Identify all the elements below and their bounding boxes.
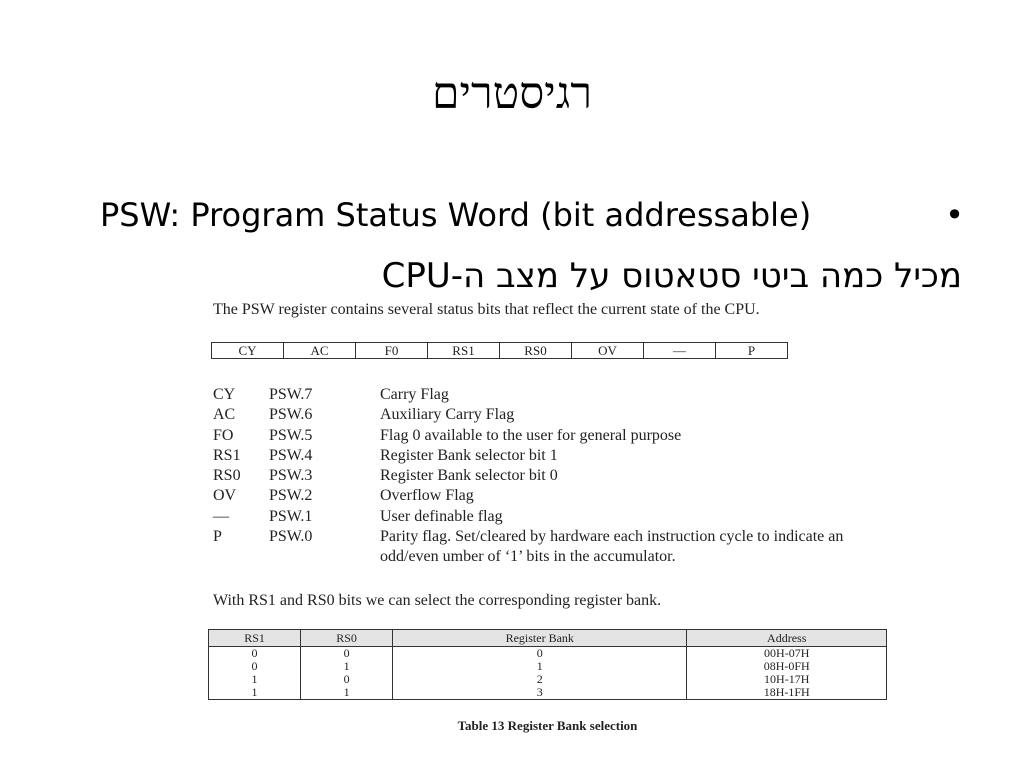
column-header: Address — [687, 630, 887, 647]
table-cell: 08H-0FH — [687, 660, 887, 673]
flag-bit: PSW.6 — [269, 406, 313, 424]
flag-desc: Auxiliary Carry Flag — [380, 406, 515, 424]
table-cell: 0 — [209, 660, 301, 673]
psw-bit-cell: CY — [212, 343, 284, 359]
flag-bit: PSW.5 — [269, 426, 313, 444]
flag-bit: PSW.3 — [269, 467, 313, 485]
register-bank-table — [208, 629, 887, 700]
table-cell: 0 — [393, 647, 687, 661]
flag-abbr: AC — [213, 406, 236, 424]
psw-bits-table — [211, 342, 788, 359]
table-cell: 1 — [301, 660, 393, 673]
flag-desc: Carry Flag — [380, 386, 449, 403]
table-cell: 1 — [301, 686, 393, 700]
psw-bit-cell: RS0 — [500, 343, 572, 359]
table-cell: 0 — [301, 673, 393, 686]
table-cell: 00H-07H — [687, 647, 887, 661]
psw-bit-cell: AC — [284, 343, 356, 359]
flag-desc: Parity flag. Set/cleared by hardware each instruction cycle to indicate an odd/even umber of ‘1’ bits in the accumulator. — [380, 528, 844, 566]
bullet-subtext: מכיל כמה ביטי סטאטוס על מצב ה-CPU — [381, 256, 962, 296]
flag-desc: User definable flag — [380, 507, 503, 525]
column-header: RS0 — [301, 630, 393, 647]
flag-abbr: P — [213, 528, 222, 546]
column-header: Register Bank — [393, 630, 687, 647]
psw-bit-cell: — — [644, 343, 716, 359]
table-cell: 0 — [301, 647, 393, 661]
table-cell: 1 — [393, 660, 687, 673]
table-cell: 0 — [209, 647, 301, 661]
table-caption: Table 13 Register Bank selection — [457, 718, 638, 733]
table-header-row — [209, 630, 887, 647]
flag-desc: Register Bank selector bit 0 — [380, 467, 558, 485]
psw-intro-text: The PSW register contains several status bits that reflect the current state of the CPU. — [213, 301, 760, 318]
psw-bit-cell: OV — [572, 343, 644, 359]
flag-abbr: RS0 — [213, 467, 241, 485]
table-cell: 1 — [209, 673, 301, 686]
column-header: RS1 — [209, 630, 301, 647]
slide-title: רגיסטרים — [432, 69, 592, 118]
table-cell: 3 — [393, 686, 687, 700]
flag-desc: Overflow Flag — [380, 487, 474, 505]
flag-abbr: OV — [213, 487, 237, 505]
flag-abbr: — — [213, 507, 229, 525]
flag-bit: PSW.7 — [269, 386, 313, 403]
flag-abbr: CY — [213, 386, 236, 403]
table-cell: 2 — [393, 673, 687, 686]
flag-abbr: FO — [213, 426, 234, 444]
flag-bit: PSW.2 — [269, 487, 313, 505]
flag-abbr: RS1 — [213, 446, 241, 464]
table-cell: 1 — [209, 686, 301, 700]
flag-bit: PSW.0 — [269, 528, 313, 546]
table-cell: 10H-17H — [687, 673, 887, 686]
bullet-marker: • — [945, 196, 964, 234]
table-row — [209, 686, 887, 700]
psw-bit-cell: F0 — [356, 343, 428, 359]
table-row — [209, 647, 887, 661]
table-cell: 18H-1FH — [687, 686, 887, 700]
psw-bit-cell: RS1 — [428, 343, 500, 359]
bank-select-text: With RS1 and RS0 bits we can select the corresponding register bank. — [213, 592, 662, 609]
flag-desc: Register Bank selector bit 1 — [380, 446, 558, 464]
psw-bits-row — [212, 343, 788, 359]
psw-bit-cell: P — [716, 343, 788, 359]
bullet-text: PSW: Program Status Word (bit addressable) — [100, 196, 812, 234]
flag-bit: PSW.1 — [269, 507, 313, 525]
flag-desc: Flag 0 available to the user for general purpose — [380, 426, 682, 444]
flag-bit: PSW.4 — [269, 446, 313, 464]
